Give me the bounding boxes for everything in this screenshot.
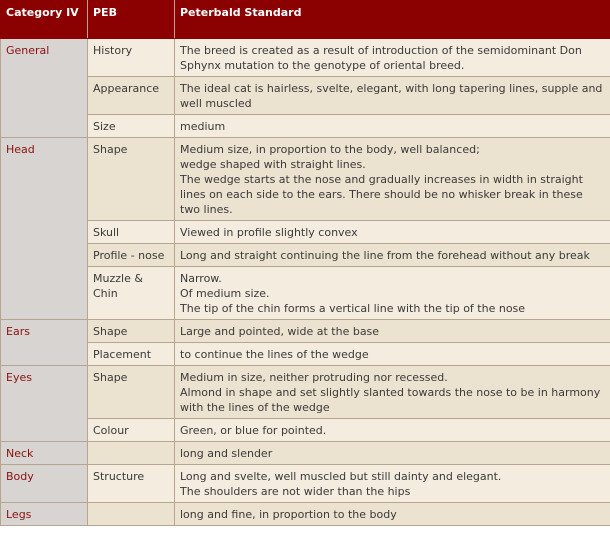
table-row xyxy=(1,343,610,366)
peb-cell xyxy=(88,503,175,526)
standard-text: The ideal cat is hairless, svelte, elegant, with long tapering lines, supple and well muscled xyxy=(180,82,603,110)
standard-text: The wedge starts at the nose and gradually increases in width in straight lines on each side to the ears. There should be no whisker break in these two lines. xyxy=(180,173,583,216)
standard-cell xyxy=(175,221,610,244)
standard-text: Medium size, in proportion to the body, well balanced; xyxy=(180,143,480,156)
standard-cell xyxy=(175,138,610,221)
standard-cell xyxy=(175,320,610,343)
category-cell: Neck xyxy=(1,442,88,465)
peb-cell: Colour xyxy=(88,419,175,442)
standard-cell xyxy=(175,115,610,138)
table-row xyxy=(1,366,610,419)
table-row xyxy=(1,115,610,138)
standard-text: medium xyxy=(180,120,226,133)
peb-cell: Structure xyxy=(88,465,175,503)
standard-cell xyxy=(175,503,610,526)
peb-cell: History xyxy=(88,39,175,77)
standard-cell xyxy=(175,442,610,465)
standard-text: long and slender xyxy=(180,447,273,460)
table-row xyxy=(1,465,610,503)
standard-text: Narrow. xyxy=(180,272,222,285)
standard-cell xyxy=(175,244,610,267)
table-row xyxy=(1,77,610,115)
standard-text: The shoulders are not wider than the hips xyxy=(180,485,411,498)
standard-text: Long and straight continuing the line from the forehead without any break xyxy=(180,249,590,262)
peb-cell: Profile - nose xyxy=(88,244,175,267)
standard-cell xyxy=(175,267,610,320)
standard-cell xyxy=(175,343,610,366)
peb-cell: Shape xyxy=(88,366,175,419)
table-row xyxy=(1,39,610,77)
header-row xyxy=(1,1,610,39)
table-body xyxy=(1,39,610,526)
peb-cell: Muzzle & Chin xyxy=(88,267,175,320)
table-row xyxy=(1,244,610,267)
standard-text: Large and pointed, wide at the base xyxy=(180,325,380,338)
category-cell: Eyes xyxy=(1,366,88,442)
standard-cell xyxy=(175,366,610,419)
category-cell: Ears xyxy=(1,320,88,366)
peb-cell: Skull xyxy=(88,221,175,244)
standard-text: Long and svelte, well muscled but still dainty and elegant. xyxy=(180,470,502,483)
header-standard: Peterbald Standard xyxy=(175,1,610,39)
standard-text: Almond in shape and set slightly slanted towards the nose to be in harmony with the lines of the wedge xyxy=(180,386,601,414)
standard-text: The breed is created as a result of introduction of the semidominant Don Sphynx mutation to the genotype of oriental breed. xyxy=(180,44,582,72)
category-cell: General xyxy=(1,39,88,138)
table-row xyxy=(1,221,610,244)
table-row xyxy=(1,267,610,320)
standard-cell xyxy=(175,465,610,503)
standard-cell xyxy=(175,39,610,77)
table-row xyxy=(1,503,610,526)
table-row xyxy=(1,419,610,442)
header-category: Category IV xyxy=(1,1,88,39)
standard-text: Medium in size, neither protruding nor recessed. xyxy=(180,371,448,384)
peb-cell: Shape xyxy=(88,320,175,343)
peb-cell xyxy=(88,442,175,465)
standard-text: to continue the lines of the wedge xyxy=(180,348,369,361)
standard-text: long and fine, in proportion to the body xyxy=(180,508,397,521)
peb-cell: Shape xyxy=(88,138,175,221)
standard-text: wedge shaped with straight lines. xyxy=(180,158,366,171)
standard-text: The tip of the chin forms a vertical line with the tip of the nose xyxy=(180,302,526,315)
table-row xyxy=(1,138,610,221)
category-cell: Legs xyxy=(1,503,88,526)
peb-cell: Placement xyxy=(88,343,175,366)
table-row xyxy=(1,320,610,343)
category-cell: Body xyxy=(1,465,88,503)
standard-text: Viewed in profile slightly convex xyxy=(180,226,358,239)
standard-cell xyxy=(175,419,610,442)
standard-text: Of medium size. xyxy=(180,287,270,300)
peb-cell: Size xyxy=(88,115,175,138)
category-cell: Head xyxy=(1,138,88,320)
standard-cell xyxy=(175,77,610,115)
header-peb: PEB xyxy=(88,1,175,39)
standard-text: Green, or blue for pointed. xyxy=(180,424,327,437)
table-row xyxy=(1,442,610,465)
peb-cell: Appearance xyxy=(88,77,175,115)
